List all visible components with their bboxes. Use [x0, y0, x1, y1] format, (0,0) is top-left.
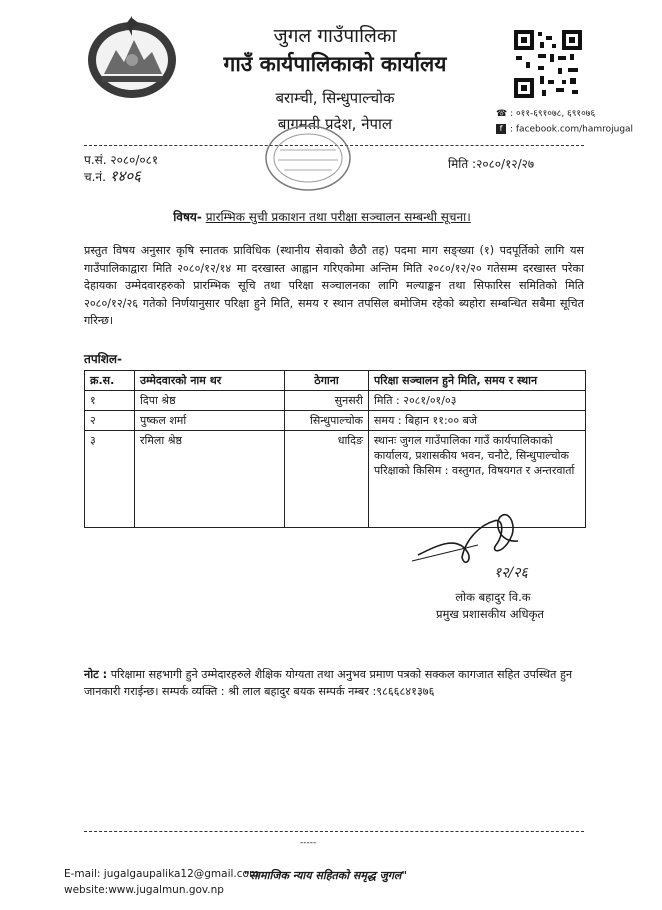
row-name: रमिला श्रेष्ठ: [135, 431, 285, 528]
col-serial: क्र.स.: [85, 371, 135, 391]
footer-slogan: "सामाजिक न्याय सहितको समृद्ध जुगल": [244, 869, 408, 882]
municipality-name: जुगल गाउँपालिका: [273, 25, 397, 47]
row-name: दिपा श्रेष्ठ: [135, 391, 285, 411]
signature-date: १२/२६: [494, 565, 528, 581]
subject-line: [72, 208, 572, 225]
signature: [408, 495, 558, 590]
notice-note: [84, 666, 584, 700]
details-label: तपशिल-: [84, 352, 123, 366]
subject-label: विषय-: [173, 210, 202, 224]
facebook-link[interactable]: [496, 124, 646, 135]
notice-body: प्रस्तुत विषय अनुसार कृषि स्नातक प्राविधिक (स्थानीय सेवाको छैठौ तह) पदमा माग सङ्ख्या (१) पदपूर्तिको लागि यस गाउँपालिकाद्वारा मिति २०८०/१२/१४ मा दरखास्त आह्वान गरिएकोमा अन्तिम मिति २०८०/१२/२० गतेसम्म दरखास्त परेका देहायका उम्मेदवारहरुको प्रारम्भिक सूचि तथा परिक्षा सञ्चालनका लागि मल्याङ्कन तथा सिफारिस समितिको मिति २०८०/१२/२६ गतेको निर्णयानुसार परिक्षा हुने मिति, समय र स्थान तपसिल बमोजिम रहेको ब्यहोरा सम्बन्धित सबैमा सूचित गरिन्छ।: [84, 244, 584, 327]
exam-type: परिक्षाको किसिम : वस्तुगत, विषयगत र अन्तरवार्ता: [374, 464, 575, 477]
letter-date: मिति :२०८०/१२/२७: [448, 157, 535, 171]
table-row: [85, 391, 586, 411]
col-name: उम्मेदवारको नाम थर: [135, 371, 285, 391]
qr-code-icon: [512, 28, 584, 100]
subject-text: प्रारम्भिक सुची प्रकाशन तथा परीक्षा सञ्चालन सम्बन्धी सूचना।: [205, 210, 471, 224]
dispatch-number: [84, 166, 141, 186]
row-name: पुष्कल शर्मा: [135, 411, 285, 431]
footer-website[interactable]: website:www.jugalmun.gov.np: [64, 884, 224, 896]
office-stamp: [262, 122, 354, 194]
province-country: बागमती प्रदेश, नेपाल: [277, 115, 393, 133]
row-serial: २: [85, 411, 135, 431]
row-serial: १: [85, 391, 135, 411]
row-serial: ३: [85, 431, 135, 528]
row-address: सुनसरी: [285, 391, 369, 411]
signatory-title: प्रमुख प्रशासकीय अधिकृत: [436, 607, 544, 621]
exam-venue: स्थानः जुगल गाउँपालिका गाउँ कार्यपालिकाको कार्यालय, प्रशासकीय भवन, चनौटे, सिन्धुपाल्चोक: [374, 434, 569, 462]
office-name: गाउँ कार्यपालिकाको कार्यालय: [223, 52, 447, 76]
dispatch-number-value: १४०६: [109, 167, 141, 185]
row-address: धादिङ: [285, 431, 369, 528]
nepal-emblem-icon: [82, 14, 182, 100]
office-phone: ☎ : ०११-६९१०७८, ६९१०७६: [496, 109, 596, 119]
footer-email[interactable]: E-mail: jugalgaupalika12@gmail.com: [64, 868, 260, 880]
reference-number: प.सं. २०८०/०८१: [84, 153, 159, 167]
col-exam-details: परिक्षा सञ्चालन हुने मिति, समय र स्थान: [369, 371, 586, 391]
dispatch-label: च.नं.: [84, 170, 106, 184]
row-address: सिन्धुपाल्चोक: [285, 411, 369, 431]
signatory-name: लोक बहादुर वि.क: [455, 590, 531, 604]
table-header-row: [85, 371, 586, 391]
footer-divider: [84, 831, 584, 832]
exam-date: मिति : २०८१/०१/०३: [369, 391, 586, 411]
exam-time: समय : बिहान ११:०० बजे: [369, 411, 586, 431]
table-row: [85, 411, 586, 431]
col-address: ठेगाना: [285, 371, 369, 391]
footer-dash: -----: [300, 838, 317, 848]
office-location: बराम्ची, सिन्धुपाल्चोक: [275, 89, 395, 107]
note-label: नोट :: [84, 668, 108, 681]
note-text: परिक्षामा सहभागी हुने उम्मेदारहरुले शैक्षिक योग्यता तथा अनुभव प्रमाण पत्रको सक्कल कागजात सहित उपस्थित हुन जानकारी गराईन्छ। सम्पर्क व्यक्ति : श्री लाल बहादुर बयक सम्पर्क नम्बर :९८६६८४१३७६: [84, 668, 573, 698]
facebook-text: : facebook.com/hamrojugal: [510, 124, 634, 135]
facebook-icon: f: [496, 124, 506, 134]
